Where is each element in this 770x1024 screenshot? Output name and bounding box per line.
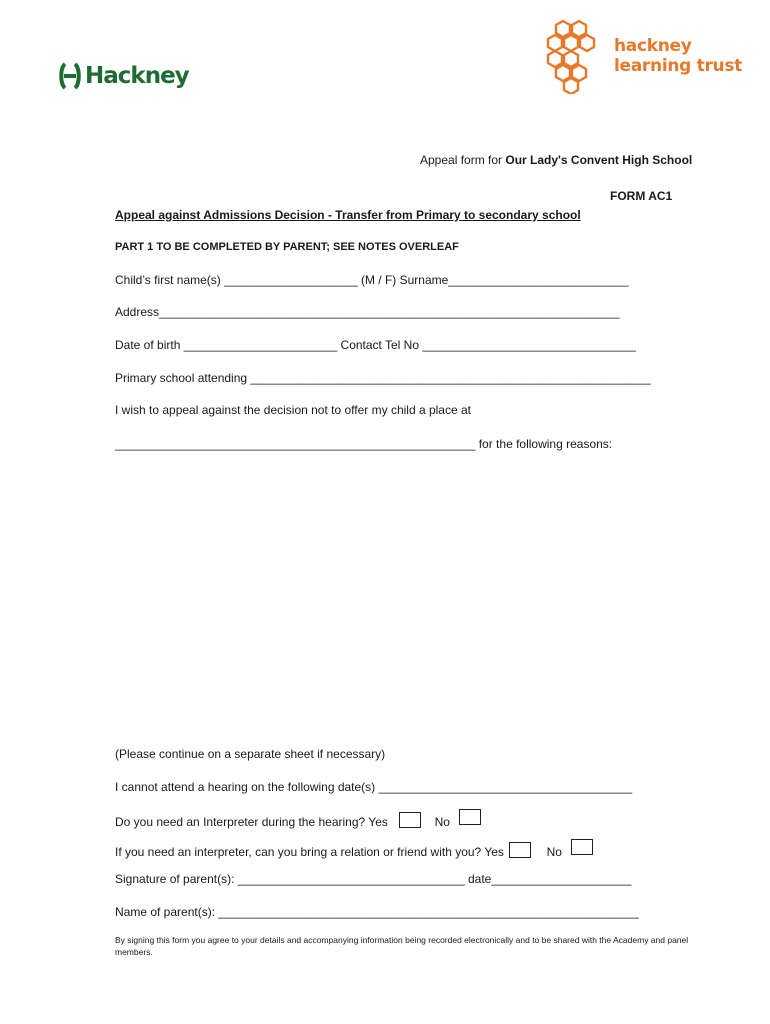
reasons-text-area[interactable] <box>115 460 665 740</box>
hackney-logo-text: Hackney <box>85 63 189 89</box>
child-name-field[interactable]: Child’s first name(s) ____________________ (M / F) Surname___________________________ <box>115 273 629 287</box>
primary-school-field[interactable]: Primary school attending ____________________________________________________________ <box>115 371 651 385</box>
continue-note: (Please continue on a separate sheet if necessary) <box>115 747 386 761</box>
interpreter-yes-checkbox[interactable] <box>399 812 421 828</box>
parent-name-field[interactable]: Name of parent(s): _______________________________________________________________ <box>115 905 639 919</box>
interpreter-question-text: Do you need an Interpreter during the hearing? Yes <box>115 815 388 829</box>
dob-contact-field[interactable]: Date of birth _______________________ Contact Tel No ________________________________ <box>115 338 636 352</box>
hackney-learning-trust-logo <box>542 18 742 94</box>
interpreter-question <box>115 809 481 829</box>
interpreter-no-label: No <box>434 815 450 829</box>
relation-question <box>115 839 593 859</box>
relation-question-text: If you need an interpreter, can you bring a relation or friend with you? Yes <box>115 845 504 859</box>
form-code: FORM AC1 <box>610 189 673 203</box>
intro-prefix: Appeal form for <box>420 153 506 167</box>
data-consent-note: By signing this form you agree to your details and accompanying information being recorded electronically and to be shared with the Academy and panel members. <box>115 935 689 957</box>
part1-heading: PART 1 TO BE COMPLETED BY PARENT; SEE NOTES OVERLEAF <box>115 241 459 253</box>
hackney-logo <box>58 62 189 90</box>
relation-no-label: No <box>546 845 562 859</box>
honeycomb-icon <box>542 18 608 94</box>
signature-field[interactable]: Signature of parent(s): __________________________________ date_____________________ <box>115 872 632 886</box>
school-name: Our Lady's Convent High School <box>505 153 693 167</box>
hackney-h-icon <box>58 62 82 90</box>
hackney-learning-trust-logo-text: hackney learning trust <box>614 36 742 76</box>
relation-no-checkbox[interactable] <box>571 839 593 855</box>
hearing-dates-field[interactable]: I cannot attend a hearing on the following date(s) ______________________________________ <box>115 780 633 794</box>
form-title: Appeal against Admissions Decision - Transfer from Primary to secondary school <box>115 208 581 222</box>
address-field[interactable]: Address_____________________________________________________________________ <box>115 305 620 319</box>
school-reasons-field[interactable]: ______________________________________________________ for the following reasons: <box>115 437 613 451</box>
relation-yes-checkbox[interactable] <box>509 842 531 858</box>
appeal-statement: I wish to appeal against the decision not to offer my child a place at <box>115 403 471 417</box>
appeal-form-intro <box>420 153 692 167</box>
interpreter-no-checkbox[interactable] <box>459 809 481 825</box>
